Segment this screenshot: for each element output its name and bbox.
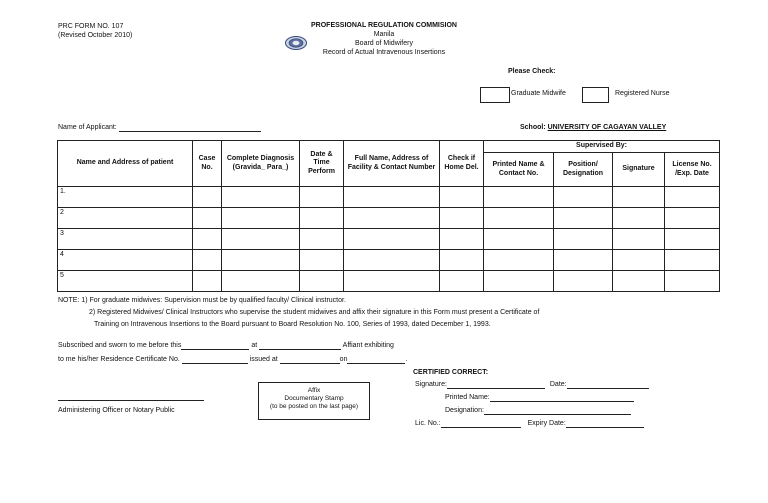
row-number: 3 bbox=[58, 229, 193, 250]
city-name: Manila bbox=[373, 31, 395, 38]
officer-label: Administering Officer or Notary Public bbox=[58, 407, 175, 414]
designation-line[interactable] bbox=[484, 406, 631, 415]
subscribed-place-line[interactable] bbox=[259, 341, 341, 350]
signature-label: Signature: bbox=[415, 381, 447, 388]
row-number: 1. bbox=[58, 187, 193, 208]
row-number: 2 bbox=[58, 208, 193, 229]
residence-cert-label: to me his/her Residence Certificate No. bbox=[58, 356, 180, 363]
table-row bbox=[58, 229, 720, 250]
applicant-row bbox=[58, 123, 261, 132]
officer-signature-line[interactable] bbox=[58, 399, 204, 401]
stamp-line-1: Affix bbox=[307, 387, 321, 394]
board-name: Board of Midwifery bbox=[355, 40, 413, 47]
header-position: Position/ Designation bbox=[554, 153, 613, 187]
table-row bbox=[58, 271, 720, 292]
header-name-address: Name and Address of patient bbox=[58, 141, 193, 187]
designation-label: Designation: bbox=[445, 407, 484, 414]
certified-signature-row bbox=[415, 380, 649, 389]
issued-on-line[interactable] bbox=[347, 355, 408, 364]
residence-cert-line[interactable] bbox=[182, 355, 248, 364]
table-row bbox=[58, 250, 720, 271]
header-signature: Signature bbox=[613, 153, 665, 187]
issued-at-line[interactable] bbox=[280, 355, 340, 364]
table-row bbox=[58, 187, 720, 208]
stamp-line-2: Documentary Stamp bbox=[284, 395, 344, 402]
form-number: PRC FORM NO. 107 bbox=[58, 23, 124, 30]
documentary-stamp-box bbox=[258, 382, 370, 420]
record-title: Record of Actual Intravenous Insertions bbox=[322, 49, 446, 56]
oath-period: . bbox=[405, 356, 408, 363]
school-label: School: bbox=[520, 124, 546, 131]
on-label: on bbox=[339, 356, 348, 363]
date-label: Date: bbox=[549, 381, 567, 388]
header-facility: Full Name, Address of Facility & Contact Number bbox=[344, 141, 440, 187]
header-home-delivery: Check if Home Del. bbox=[440, 141, 484, 187]
header-printed-name: Printed Name & Contact No. bbox=[484, 153, 554, 187]
certified-correct-title: CERTIFIED CORRECT: bbox=[413, 369, 489, 376]
school-row bbox=[520, 123, 666, 132]
note-1: NOTE: 1) For graduate midwives: Supervision must be by qualified faculty/ Clinical instructor. bbox=[58, 297, 346, 304]
school-value: UNIVERSITY OF CAGAYAN VALLEY bbox=[547, 124, 667, 131]
please-check-label: Please Check: bbox=[508, 68, 556, 75]
oath-line-1 bbox=[58, 341, 394, 350]
header-date-time: Date & Time Perform bbox=[300, 141, 344, 187]
header-case-no: Case No. bbox=[193, 141, 222, 187]
header-license: License No. /Exp. Date bbox=[665, 153, 720, 187]
certified-printed-name-row bbox=[445, 393, 634, 402]
expiry-line[interactable] bbox=[566, 419, 644, 428]
lic-no-line[interactable] bbox=[441, 419, 521, 428]
certified-license-row bbox=[415, 419, 644, 428]
form-revision: (Revised October 2010) bbox=[58, 32, 133, 39]
notes-section bbox=[58, 296, 539, 329]
row-number: 5 bbox=[58, 271, 193, 292]
printed-name-line[interactable] bbox=[490, 393, 634, 402]
issued-at-label: issued at bbox=[249, 356, 278, 363]
lic-no-label: Lic. No.: bbox=[415, 420, 441, 427]
certified-date-line[interactable] bbox=[567, 380, 649, 389]
subscribed-label: Subscribed and sworn to me before this bbox=[58, 342, 182, 349]
registered-nurse-checkbox[interactable] bbox=[582, 87, 609, 103]
affiant-label: Affiant exhibiting bbox=[342, 342, 394, 349]
prc-seal-icon bbox=[285, 36, 307, 50]
oath-line-2 bbox=[58, 355, 407, 364]
at-label: at bbox=[251, 342, 258, 349]
certified-signature-line[interactable] bbox=[447, 380, 545, 389]
certified-designation-row bbox=[445, 406, 631, 415]
graduate-midwife-label: Graduate Midwife bbox=[511, 90, 566, 97]
header-supervised-by: Supervised By: bbox=[484, 141, 720, 153]
form-header-center bbox=[0, 21, 768, 57]
row-number: 4 bbox=[58, 250, 193, 271]
subscribed-day-line[interactable] bbox=[181, 341, 249, 350]
note-2: 2) Registered Midwives/ Clinical Instructors who supervise the student midwives and affix their signature in this Form must present a Certificate of bbox=[89, 309, 540, 316]
graduate-midwife-checkbox[interactable] bbox=[480, 87, 510, 103]
table-row bbox=[58, 208, 720, 229]
applicant-name-line[interactable] bbox=[119, 123, 261, 132]
org-name: PROFESSIONAL REGULATION COMMISION bbox=[311, 22, 457, 29]
applicant-label: Name of Applicant: bbox=[58, 124, 117, 131]
insertion-record-table bbox=[57, 140, 720, 292]
note-3: Training on Intravenous Insertions to the Board pursuant to Board Resolution No. 100, Series of 1993, dated December 1, 1993. bbox=[94, 321, 491, 328]
printed-name-label: Printed Name: bbox=[445, 394, 490, 401]
registered-nurse-label: Registered Nurse bbox=[615, 90, 670, 97]
header-diagnosis: Complete Diagnosis (Gravida_ Para_) bbox=[222, 141, 300, 187]
stamp-line-3: (to be posted on the last page) bbox=[269, 403, 359, 410]
expiry-label: Expiry Date: bbox=[527, 420, 566, 427]
